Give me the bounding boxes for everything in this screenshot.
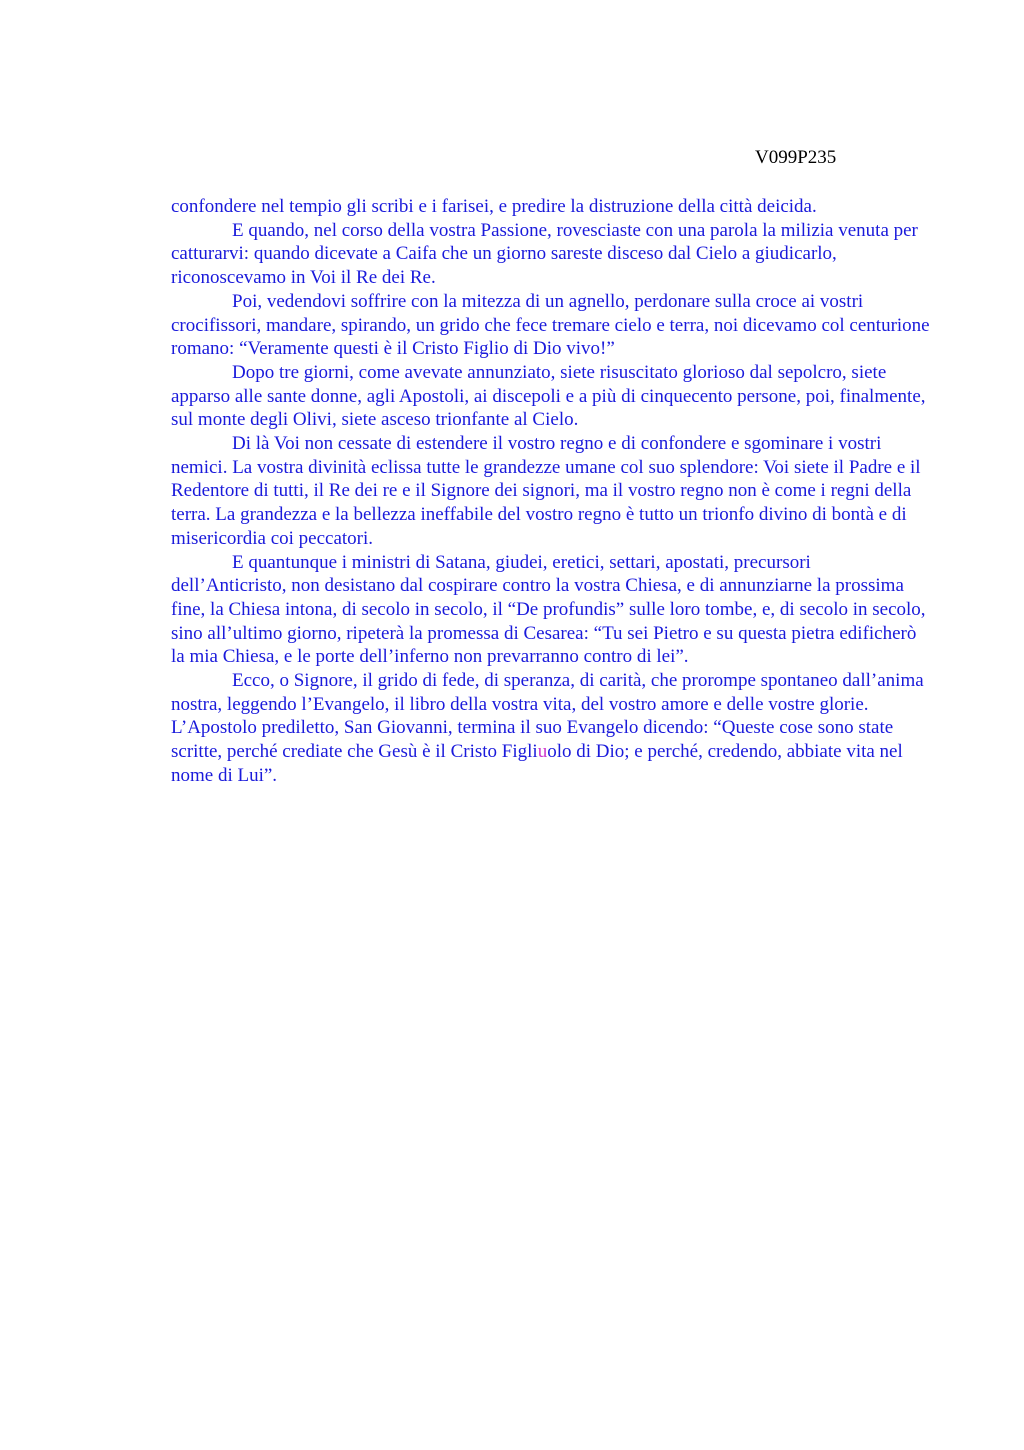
page-reference: V099P235 <box>755 147 837 168</box>
document-body <box>171 195 931 788</box>
highlighted-letter: u <box>537 741 548 763</box>
paragraph-7-text-after: olo di Dio; e perché, credendo, abbiate vita nel nome di Lui”. <box>171 741 903 786</box>
paragraph-7-text-before: Ecco, o Signore, il grido di fede, di speranza, di carità, che prorompe spontaneo dall’anima nostra, leggendo l’Evangelo, il libro della vostra vita, del vostro amore e delle vostre glorie. L’Apostolo prediletto, San Giovanni, termina il suo Evangelo dicendo: “Queste cose sono state scritte, perché crediate che Gesù è il Cristo Figli <box>171 670 924 763</box>
paragraph-1: confondere nel tempio gli scribi e i farisei, e predire la distruzione della città deicida. <box>171 196 817 217</box>
paragraph-7 <box>171 669 931 788</box>
paragraph-6: E quantunque i ministri di Satana, giudei, eretici, settari, apostati, precursori dell’Anticristo, non desistano dal cospirare contro la vostra Chiesa, e di annunziarne la prossima fine, la Chiesa intona, di secolo in secolo, il “De profundis” sulle loro tombe, e, di secolo in secolo, sino all’ultimo giorno, ripeterà la promessa di Cesarea: “Tu sei Pietro e su questa pietra edificherò la mia Chiesa, e le porte dell’inferno non prevarranno contro di lei”. <box>171 551 926 668</box>
paragraph-2: E quando, nel corso della vostra Passione, rovesciaste con una parola la milizia venuta per catturarvi: quando dicevate a Caifa che un giorno sareste disceso dal Cielo a giudicarlo, riconoscevamo in Voi il Re dei Re. <box>171 219 918 289</box>
paragraph-5: Di là Voi non cessate di estendere il vostro regno e di confondere e sgominare i vostri nemici. La vostra divinità eclissa tutte le grandezze umane col suo splendore: Voi siete il Padre e il Redentore di tutti, il Re dei re e il Signore dei signori, ma il vostro regno non è come i regni della terra. La grandezza e la bellezza ineffabile del vostro regno è tutto un trionfo divino di bontà e di misericordia coi peccatori. <box>171 433 921 549</box>
paragraph-3: Poi, vedendovi soffrire con la mitezza di un agnello, perdonare sulla croce ai vostri crocifissori, mandare, spirando, un grido che fece tremare cielo e terra, noi dicevamo col centurione romano: “Veramente questi è il Cristo Figlio di Dio vivo!” <box>171 290 930 360</box>
paragraph-4: Dopo tre giorni, come avevate annunziato, siete risuscitato glorioso dal sepolcro, siete apparso alle sante donne, agli Apostoli, ai discepoli e a più di cinquecento persone, poi, finalmente, sul monte degli Olivi, siete asceso trionfante al Cielo. <box>171 361 926 431</box>
